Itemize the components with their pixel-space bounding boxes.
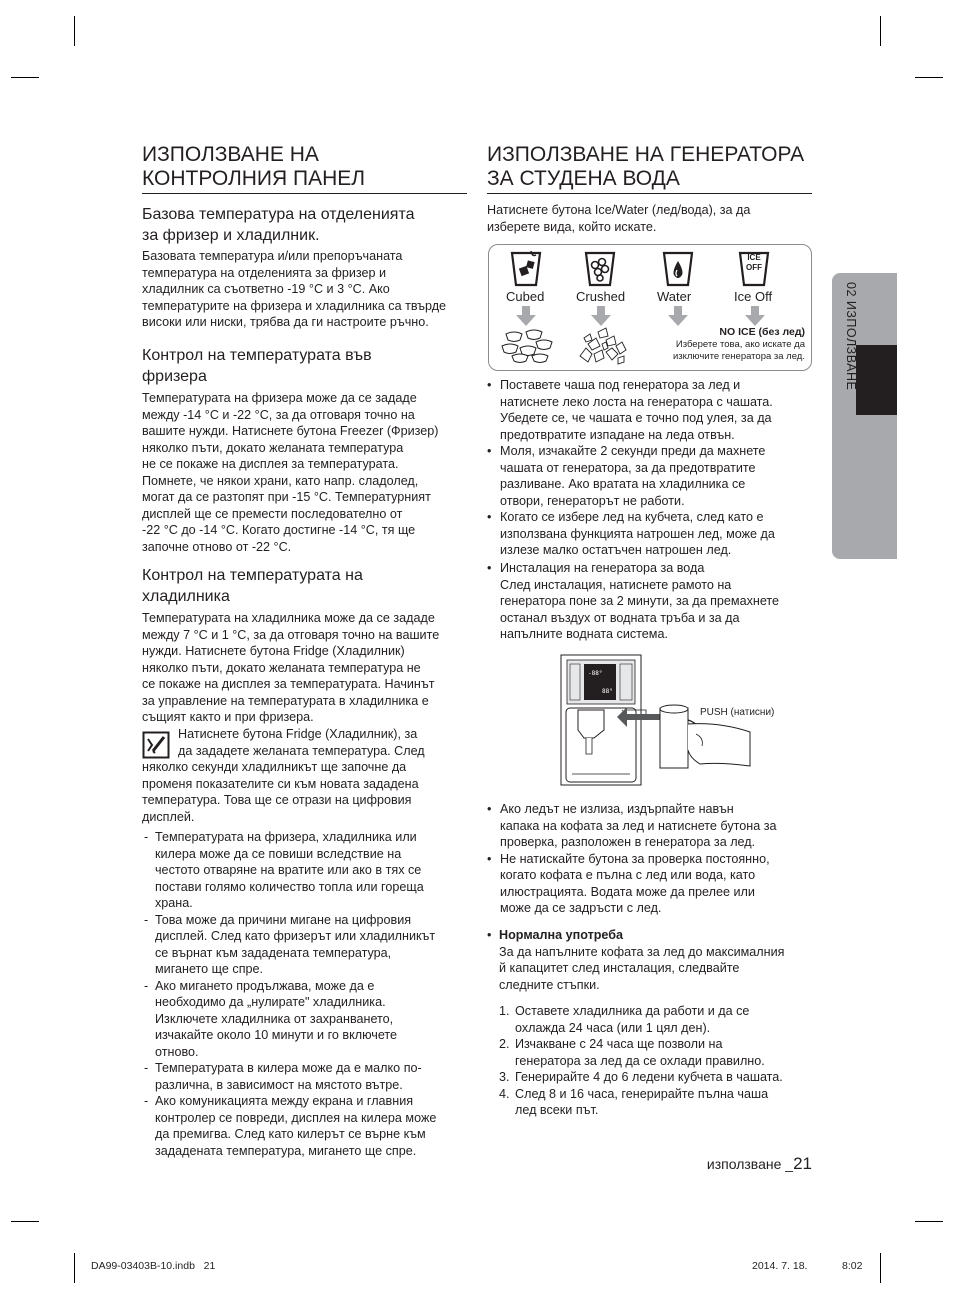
list-item: • Ако ледът не излиза, издърпайте навън капака на кофата за лед и натиснете бутона за проверка, разположен в генератора за лед. (487, 801, 812, 851)
section-base-temp-title: Базова температура на отделенията за фризер и хладилник. (142, 206, 415, 244)
crop-mark (880, 1253, 881, 1283)
section-fridge-title: Контрол на температурата на хладилника (142, 567, 363, 605)
section-fridge-text: Температурата на хладилника може да се зададе между 7 °C и 1 °C, за да отговаря точно на вашите нужди. Натиснете бутона Fridge (Хладилник) няколко пъти, докато желаната температура не се покаже на дисплея за температурата. Начинът за управление на температурата в хладилника е същият както и при фризера. (142, 611, 440, 724)
right-intro: Натиснете бутона Ice/Water (лед/вода), за да изберете вида, който искате. (487, 203, 751, 234)
list-item: • Моля, изчакайте 2 секунди преди да махнете чашата от генератора, за да предотвратите разливане. Ако вратата на хладилника се отвори, генераторът не работи. (487, 443, 812, 509)
ice-cubes-illustration (500, 328, 556, 369)
ice-off-label: Ice Off (734, 289, 773, 304)
list-item: - Ако комуникацията между екрана и главния контролер се повреди, дисплея на килера може да премигва. След като килерът се върне към зададената температура, мигането ще спре. (142, 1093, 472, 1159)
list-item: - Ако мигането продължава, може да е необходимо да „нулирате" хладилника. Изключете хладилника от захранването, изчакайте около 10 минути и го включете отново. (142, 978, 472, 1061)
left-heading: ИЗПОЛЗВАНЕ НА КОНТРОЛНИЯ ПАНЕЛ (142, 143, 366, 190)
section-freezer-text: Температурата на фризера може да се зададе между -14 °C и -22 °C, за да отговаря точно на вашите нужди. Натиснете бутона Freezer (Фризер) няколко пъти, докато желаната температура не се покаже на дисплея за температурата. Помнете, че някои храни, като напр. сладолед, могат да се разтопят при -15 °C. Температурният дисплей ще се премести последователно от -22 °C до -14 °C. Когато достигне -14 °C, тя ще започне отново от -22 °C. (142, 391, 439, 554)
crop-mark (11, 1221, 39, 1222)
list-item: 1. Оставете хладилника да работи и да се охлажда 24 часа (или 1 цял ден). (499, 1004, 750, 1035)
crop-mark (11, 77, 39, 78)
chapter-tab-marker (856, 345, 897, 415)
list-item: 4. След 8 и 16 часа, генерирайте пълна чаша лед всеки път. (499, 1086, 769, 1117)
list-item: • Инсталация на генератора за вода След инсталация, натиснете рамото на генератора поне за 2 минути, за да премахнете останал въздух от водната тръба и за да напълните водната система. (487, 560, 812, 643)
crushed-ice-icon (582, 249, 618, 294)
list-item: - Температурата на фризера, хладилника или килера може да се повиши вследствие на честото отваряне на вратите или ако в тях се постави голямо количество топла или гореща храна. (142, 829, 472, 912)
normal-use-section: • Нормална употреба За да напълните кофата за лед до максималния й капацитет след инсталация, следвайте следните стъпки. (487, 928, 785, 992)
install-list (487, 560, 812, 643)
list-item: • Когато се избере лед на кубчета, след като е използвана функцията натрошен лед, може да излезе малко остатъчен натрошен лед. (487, 509, 812, 559)
crop-mark (880, 16, 881, 46)
no-ice-title: NO ICE (без лед) (719, 326, 805, 338)
push-label: PUSH (натисни) (700, 707, 775, 718)
normal-use-title: Нормална употреба (499, 928, 624, 942)
list-item: • Поставете чаша под генератора за лед и натиснете леко лоста на генератора с чашата. Убедете се, че чашата е точно под улея, за да предотвратите изпадане на леда отвън. (487, 377, 812, 443)
left-column (142, 143, 467, 191)
crop-mark (74, 16, 75, 46)
list-item: • Не натискайте бутона за проверка постоянно, когато кофата е пълна с лед или вода, като илюстрацията. Водата може да прелее или може да се задръсти с лед. (487, 851, 812, 917)
display-digits: -88° (588, 670, 603, 677)
no-ice-description: Изберете това, ако искате да изключите генератора за лед. (672, 339, 805, 362)
right-heading-rule (487, 193, 812, 194)
file-slug: DA99-03403B-10.indb 21 (91, 1260, 216, 1272)
page-number: 21 (793, 1154, 812, 1173)
list-item: 3. Генерирайте 4 до 6 ледени кубчета в чашата. (499, 1070, 783, 1084)
list-item: - Температурата в килера може да е малко по- различна, в зависимост на мястото вътре. (142, 1060, 472, 1093)
crop-mark (915, 1221, 943, 1222)
print-date: 2014. 7. 18. (752, 1260, 808, 1272)
water-icon (660, 249, 696, 294)
steps-list (499, 1003, 814, 1119)
list-item: - Това може да причини мигане на цифровия дисплей. След като фризерът или хладилникът се върнат към зададената температура, мигането ще спре. (142, 912, 472, 978)
ice-off-badge: ICE OFF (746, 253, 762, 272)
crop-mark (915, 77, 943, 78)
right-heading-block (487, 143, 812, 191)
crop-mark (74, 1253, 75, 1283)
troubleshoot-list (487, 801, 812, 917)
page-footer (600, 1154, 812, 1174)
water-label: Water (657, 289, 692, 304)
section-freezer-title: Контрол на температурата във фризера (142, 347, 372, 385)
page-label: използване _ (706, 1156, 794, 1172)
print-time: 8:02 (842, 1260, 863, 1272)
cubed-label: Cubed (506, 289, 545, 304)
crushed-label: Crushed (576, 289, 626, 304)
dash-list (142, 829, 472, 1159)
note-text: Натиснете бутона Fridge (Хладилник), за да зададете желаната температура. След няколко секунди хладилникът ще започне да променя показателите си към новата зададена температура. Това ще се отрази на цифровия дисплей. (142, 727, 425, 824)
instructions-list (487, 377, 812, 559)
section-base-temp-text: Базовата температура и/или препоръчаната температура на отделенията за фризер и хладилник са съответно -19 °C и 3 °C. Ако температурите на фризера и хладилника са твърде високи или ниски, трябва да ги настроите ръчно. (142, 249, 447, 329)
list-item: 2. Изчакване с 24 часа ще позволи на генератора за лед да се охлади правилно. (499, 1037, 765, 1068)
left-heading-rule (142, 193, 467, 194)
display-digits-2: 88° (602, 688, 613, 695)
cubed-ice-icon (508, 249, 544, 294)
right-heading: ИЗПОЛЗВАНЕ НА ГЕНЕРАТОРА ЗА СТУДЕНА ВОДА (487, 143, 805, 190)
chapter-tab-label: 02 ИЗПОЛЗВАНЕ (844, 282, 858, 391)
